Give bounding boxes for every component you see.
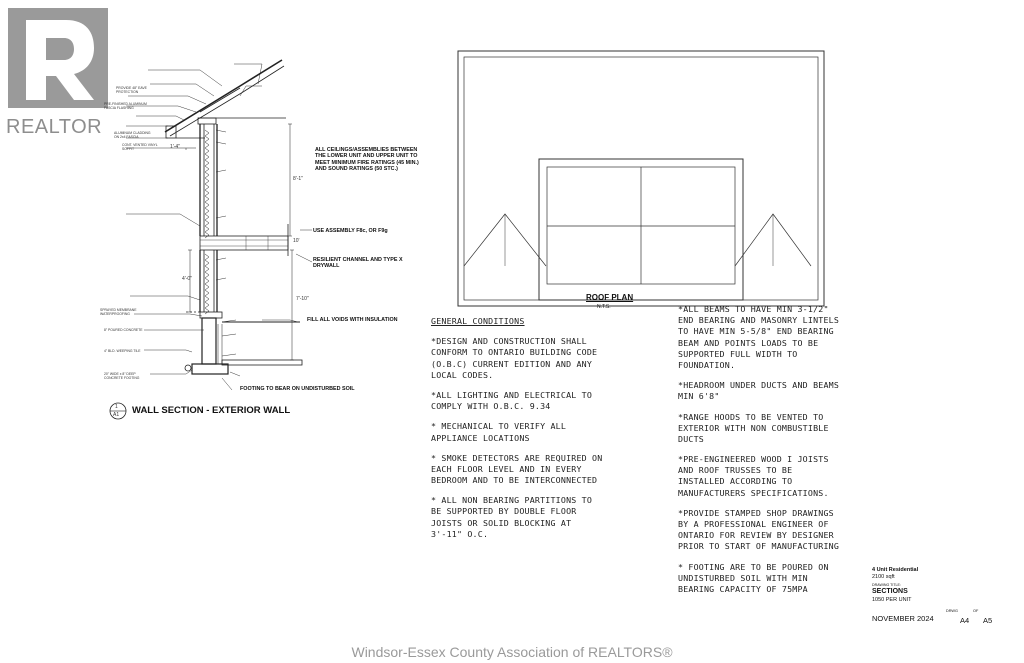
- general-condition-item: *ALL LIGHTING AND ELECTRICAL TO COMPLY WITH O.B.C. 9.34: [431, 389, 593, 412]
- structural-note-item: *RANGE HOODS TO BE VENTED TO EXTERIOR WITH NON COMBUSTIBLE DUCTS: [678, 411, 829, 444]
- wall-callout-footing: 20" WIDE x 8" DEEP CONCRETE FOOTING: [104, 372, 140, 381]
- section-marker-sheet: A1: [113, 412, 120, 418]
- title-block-total: A5: [983, 616, 993, 625]
- dim-overhang: 1'-4": [170, 144, 180, 150]
- title-block-sub: 1050 PER UNIT: [872, 597, 912, 603]
- title-block-drwg-label: DRWG: [946, 609, 958, 613]
- realtor-logo-text: REALTOR: [6, 116, 103, 138]
- title-block-area: 2100 sqft: [872, 574, 895, 580]
- dim-lower-wall: 4'-0": [182, 276, 192, 282]
- wall-callout-soffit: CONT. VENTED VINYL SOFFIT: [122, 143, 158, 152]
- title-block-drawing-title: SECTIONS: [872, 588, 908, 595]
- general-condition-item: * SMOKE DETECTORS ARE REQUIRED ON EACH FLOOR LEVEL AND IN EVERY BEDROOM AND TO BE INTERCONNECTED: [431, 452, 603, 486]
- structural-note-item: *PRE-ENGINEERED WOOD I JOISTS AND ROOF TRUSSES TO BE INSTALLED ACCORDING TO MANUFACTURERS SPECIFICATIONS.: [678, 454, 829, 498]
- general-conditions: [431, 316, 606, 549]
- wall-callout-fascia-flashing: PRE-FINISHED ALUMINUM FASCIA FLASHING: [104, 102, 147, 111]
- title-block-project: 4 Unit Residential: [872, 567, 919, 573]
- note-fill-voids: FILL ALL VOIDS WITH INSULATION: [307, 317, 398, 323]
- wall-callout-cladding: ALUMINUM CLADDING ON 2x4 FASCIA: [114, 131, 151, 140]
- wall-callout-eave: PROVIDE 48" EAVE PROTECTION: [116, 86, 147, 95]
- dim-upper-wall: 8'-1": [293, 176, 303, 182]
- dim-basement: 7'-10": [296, 296, 309, 302]
- title-block-sheet: A4: [960, 616, 970, 625]
- note-fire-ratings: ALL CEILINGS/ASSEMBLIES BETWEEN THE LOWER UNIT AND UPPER UNIT TO MEET MINIMUM FIRE RATINGS (45 MIN.) AND SOUND RATINGS (50 STC.): [315, 147, 419, 173]
- structural-notes: [678, 304, 840, 604]
- title-block-date: NOVEMBER 2024: [872, 614, 934, 623]
- note-resilient-channel: RESILIENT CHANNEL AND TYPE X DRYWALL: [313, 257, 403, 270]
- dim-floor: 10': [293, 238, 300, 244]
- roof-plan-drawing: [455, 48, 835, 310]
- roof-plan-title: ROOF PLAN: [586, 293, 634, 302]
- general-condition-item: *DESIGN AND CONSTRUCTION SHALL CONFORM TO ONTARIO BUILDING CODE (O.B.C) CURRENT EDITION AND ANY LOCAL CODES.: [431, 336, 598, 380]
- structural-note-item: *ALL BEAMS TO HAVE MIN 3-1/2" END BEARING AND MASONRY LINTELS TO HAVE MIN 5-5/8" END BEARING BEAM AND POINTS LOADS TO BE SUPPORTED FULL WIDTH TO FOUNDATION.: [678, 304, 840, 370]
- general-condition-item: * MECHANICAL TO VERIFY ALL APPLIANCE LOCATIONS: [431, 421, 567, 443]
- title-block-of-label: OF: [973, 609, 979, 613]
- general-conditions-title: GENERAL CONDITIONS: [431, 316, 525, 326]
- title-block-drawing-title-label: DRAWING TITLE:: [872, 583, 901, 587]
- structural-note-item: *HEADROOM UNDER DUCTS AND BEAMS MIN 6'8": [678, 380, 840, 402]
- wall-callout-waterproofing: SPRAYED MEMBRANE WATERPROOFING: [100, 308, 137, 317]
- wall-callout-weeping-tile: 4" BLD. WEEPING TILE: [104, 349, 141, 353]
- wall-section-title: WALL SECTION - EXTERIOR WALL: [132, 405, 291, 416]
- section-marker-number: 1: [115, 404, 118, 410]
- note-assembly: USE ASSEMBLY F8c, OR F9g: [313, 228, 388, 234]
- general-condition-item: * ALL NON BEARING PARTITIONS TO BE SUPPORTED BY DOUBLE FLOOR JOISTS OR SOLID BLOCKING AT 3'-11" O.C.: [431, 495, 593, 539]
- wall-callout-concrete: 8" POURED CONCRETE: [104, 328, 143, 332]
- structural-note-item: *PROVIDE STAMPED SHOP DRAWINGS BY A PROFESSIONAL ENGINEER OF ONTARIO FOR REVIEW BY DESIGNER PRIOR TO START OF MANUFACTURING: [678, 507, 840, 552]
- note-footing: FOOTING TO BEAR ON UNDISTURBED SOIL: [240, 386, 355, 392]
- watermark-text: Windsor-Essex County Association of REALTORS®: [351, 644, 673, 660]
- roof-plan-scale: N.T.S.: [597, 304, 611, 310]
- structural-note-item: * FOOTING ARE TO BE POURED ON UNDISTURBED SOIL WITH MIN BEARING CAPACITY OF 75MPA: [678, 561, 829, 594]
